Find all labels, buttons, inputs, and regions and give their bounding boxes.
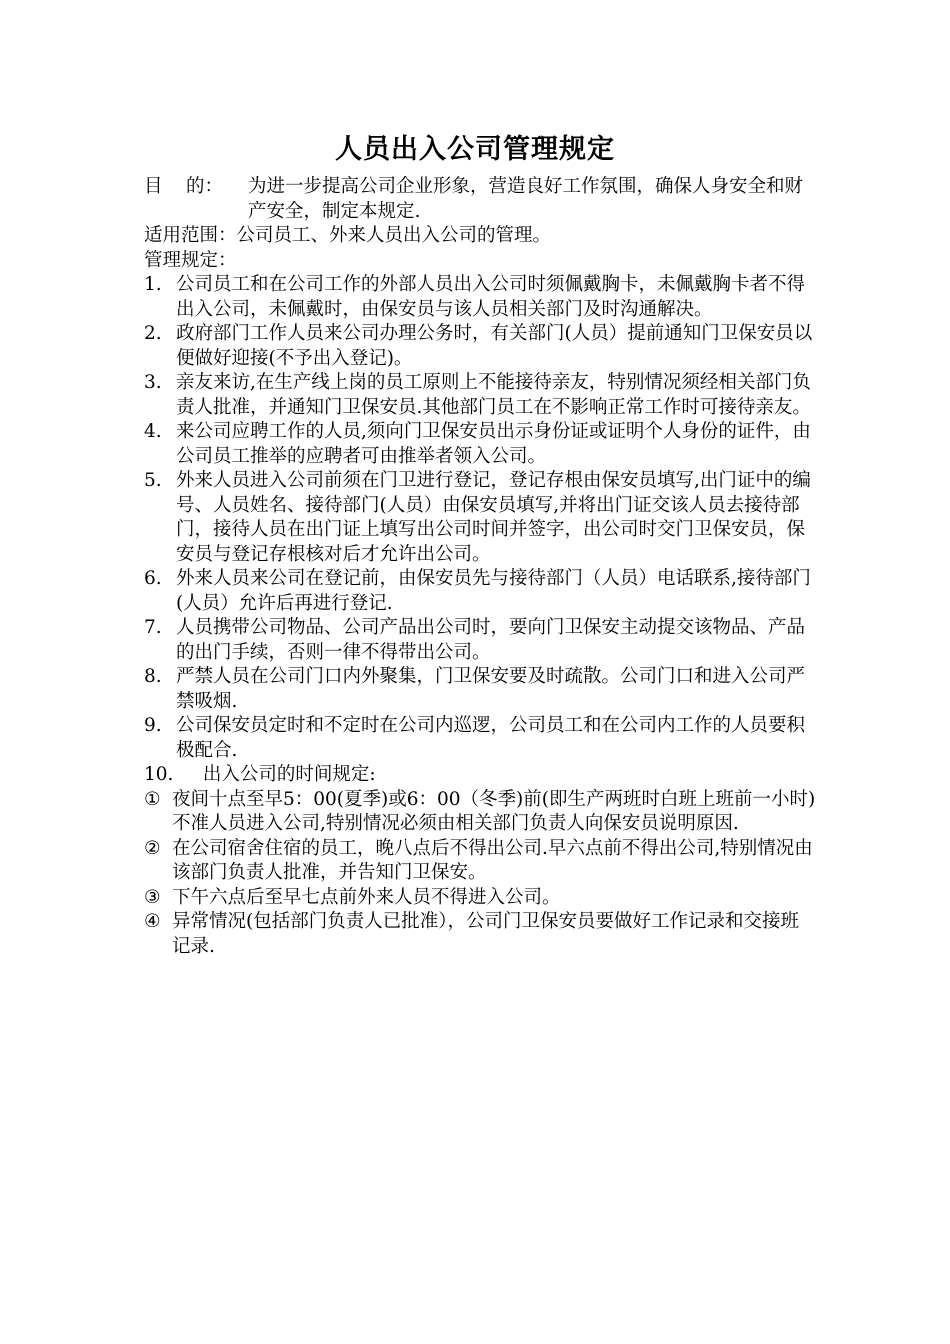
rule-number: 9. — [144, 715, 162, 736]
rule-text: 严禁人员在公司门口内外聚集，门卫保安要及时疏散。公司门口和进入公司严禁吸烟. — [176, 666, 806, 712]
rule-number: 5. — [144, 470, 162, 491]
rule-text: 公司保安员定时和不定时在公司内巡逻，公司员工和在公司内工作的人员要积极配合. — [176, 715, 806, 761]
rule-number: 2. — [144, 323, 162, 344]
time-rule-text: 下午六点后至早七点前外来人员不得进入公司。 — [172, 886, 561, 908]
rule-item-2 — [144, 322, 816, 371]
time-rule-1 — [144, 788, 816, 837]
rule-item-5 — [144, 469, 816, 567]
rule-number: 1. — [144, 274, 162, 295]
rule-item-9 — [144, 714, 816, 763]
rule-item-4 — [144, 420, 816, 469]
rule-item-6 — [144, 567, 816, 616]
circled-number: ③ — [144, 886, 161, 908]
circled-number: ① — [144, 788, 161, 810]
document-body — [144, 175, 816, 959]
time-rule-text: 在公司宿舍住宿的员工，晚八点后不得出公司.早六点前不得出公司,特别情况由该部门负责人批准，并告知门卫保安。 — [172, 837, 813, 883]
time-rule-4 — [144, 910, 816, 959]
rule-item-8 — [144, 665, 816, 714]
time-rule-2 — [144, 837, 816, 886]
rule-number: 3. — [144, 372, 162, 393]
rule-number: 10. — [144, 764, 203, 785]
rule-number: 7. — [144, 617, 162, 638]
rules-heading: 管理规定： — [144, 249, 237, 271]
purpose-row — [144, 175, 816, 224]
rule-text: 公司员工和在公司工作的外部人员出入公司时须佩戴胸卡，未佩戴胸卡者不得出入公司，未佩戴时，由保安员与该人员相关部门及时沟通解决。 — [176, 274, 806, 320]
rule-item-7 — [144, 616, 816, 665]
document-title: 人员出入公司管理规定 — [335, 134, 615, 165]
rule-text: 人员携带公司物品、公司产品出公司时，要向门卫保安主动提交该物品、产品的出门手续，否则一律不得带出公司。 — [176, 617, 806, 663]
rule-text: 出入公司的时间规定: — [202, 764, 376, 785]
scope-text: 适用范围：公司员工、外来人员出入公司的管理。 — [144, 225, 552, 246]
rule-text: 外来人员来公司在登记前，由保安员先与接待部门（人员）电话联系,接待部门(人员）允许后再进行登记. — [176, 568, 811, 614]
rule-number: 8. — [144, 666, 162, 687]
rule-item-3 — [144, 371, 816, 420]
rule-number: 6. — [144, 568, 162, 589]
circled-number: ④ — [144, 911, 161, 932]
purpose-label: 目 的： — [144, 176, 224, 197]
rule-number: 4. — [144, 421, 162, 442]
rule-text: 亲友来访,在生产线上岗的员工原则上不能接待亲友，特别情况须经相关部门负责人批准，并通知门卫保安员.其他部门员工在不影响正常工作时可接待亲友。 — [176, 372, 811, 418]
time-rule-text: 夜间十点至早5：00(夏季)或6：00（冬季)前(即生产两班时白班上班前一小时)不准人员进入公司,特别情况必须由相关部门负责人向保安员说明原因. — [172, 788, 816, 834]
time-rule-text: 异常情况(包括部门负责人已批准），公司门卫保安员要做好工作记录和交接班记录. — [172, 911, 799, 957]
rule-text: 外来人员进入公司前须在门卫进行登记，登记存根由保安员填写,出门证中的编号、人员姓名、接待部门(人员）由保安员填写,并将出门证交该人员去接待部门，接待人员在出门证上填写出公司时间并签字，出公司时交门卫保安员，保安员与登记存根核对后才允许出公司。 — [176, 470, 811, 565]
circled-number: ② — [144, 837, 161, 859]
rule-item-10 — [144, 763, 816, 788]
rule-text: 政府部门工作人员来公司办理公务时，有关部门(人员）提前通知门卫保安员以便做好迎接(不予出入登记)。 — [176, 323, 813, 369]
rule-text: 来公司应聘工作的人员,须向门卫保安员出示身份证或证明个人身份的证件，由公司员工推举的应聘者可由推举者领入公司。 — [176, 421, 811, 467]
time-rule-3 — [144, 886, 816, 911]
rule-item-1 — [144, 273, 816, 322]
purpose-text: 为进一步提高公司企业形象，营造良好工作氛围，确保人身安全和财产安全，制定本规定. — [248, 176, 804, 222]
